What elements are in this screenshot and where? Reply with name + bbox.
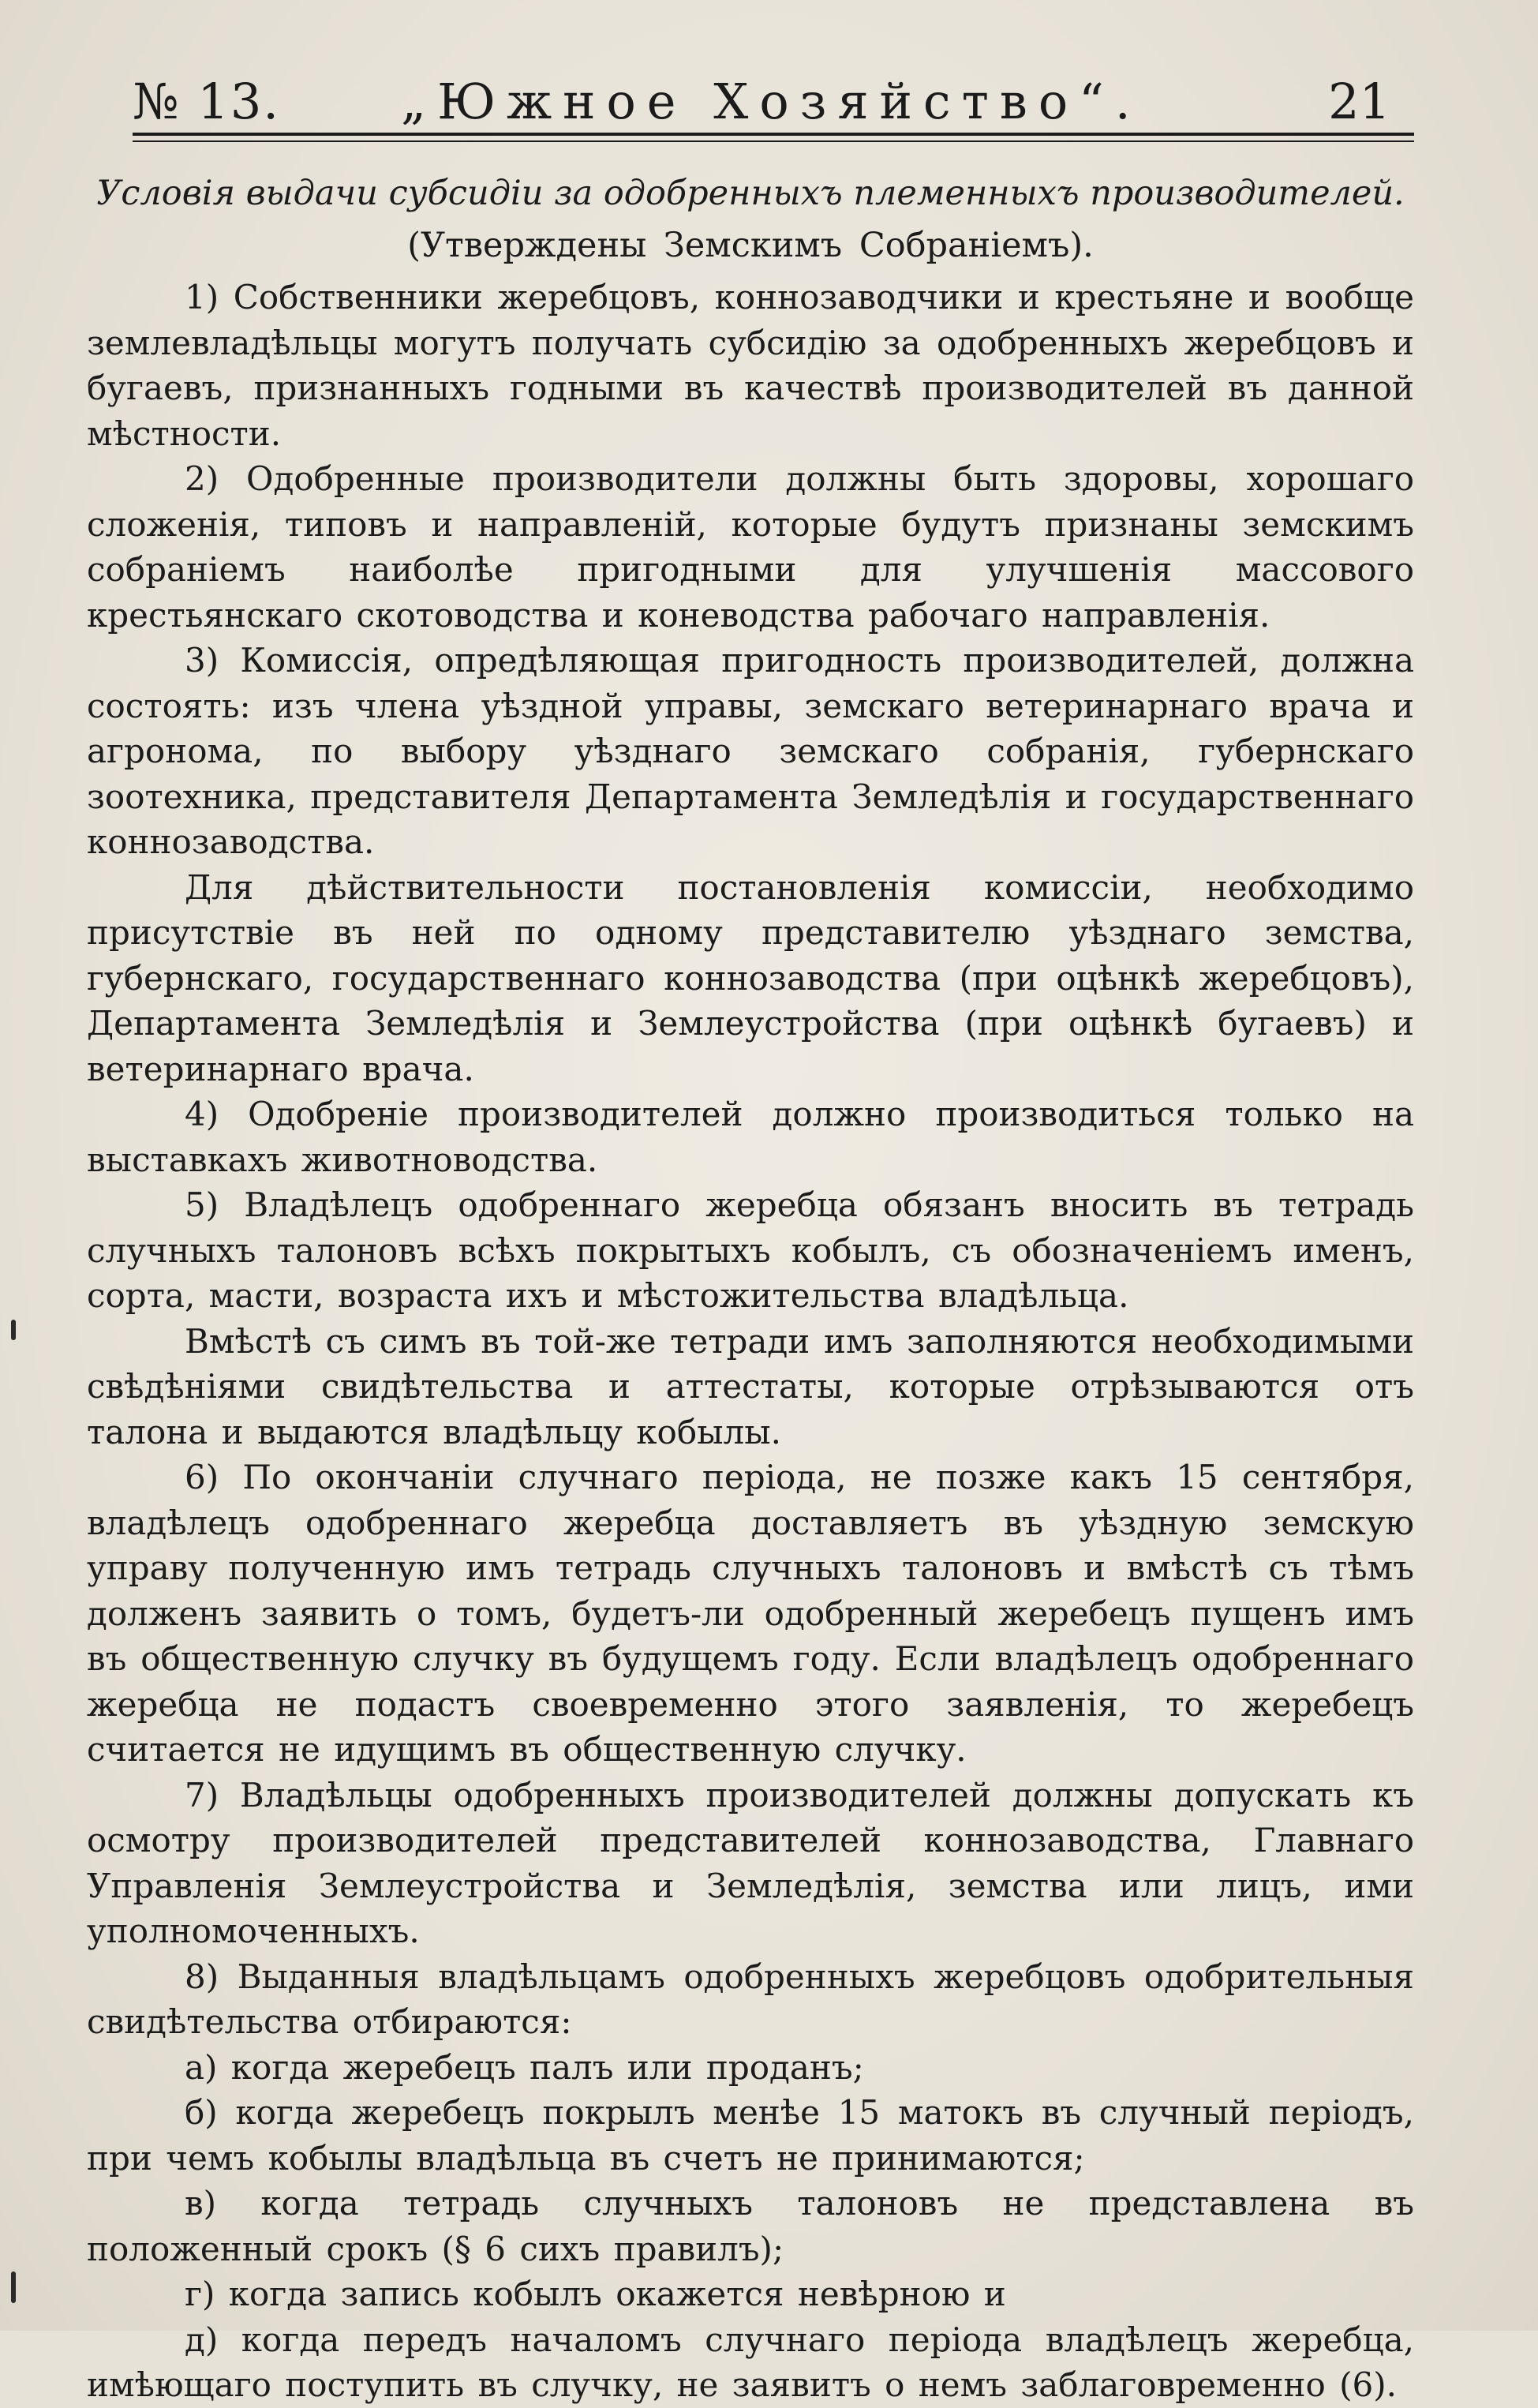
list-item: а) когда жеребецъ палъ или проданъ; (185, 2047, 864, 2087)
list-item: в) когда тетрадь случныхъ талоновъ не представлена въ положенный срокъ (§ 6 сихъ правилъ); (87, 2184, 1414, 2268)
paragraph-3: 3) Комиссія, опредѣляющая пригодность производителей, должна состоять: изъ члена уѣздной управы, земскаго ветеринарнаго врача и агронома, по выбору уѣзднаго земскаго собранія, губернскаго зоотехника, представителя Департамента Земледѣлія и государственнаго коннозаводства. (87, 641, 1414, 861)
paragraph-2: 2) Одобренные производители должны быть здоровы, хорошаго сложенія, типовъ и направленій, которые будутъ признаны земскимъ собраніемъ наиболѣе пригодными для улучшенія массового крестьянскаго скотоводства и коневодства рабочаго направленія. (87, 459, 1414, 635)
running-header (133, 73, 1414, 129)
revocation-conditions-list (87, 2045, 1414, 2408)
margin-mark (11, 2271, 16, 2303)
paragraph-7: 7) Владѣльцы одобренныхъ производителей должны допускать къ осмотру производителей представителей коннозаводства, Главнаго Управленія Землеустройства и Земледѣлія, земства или лицъ, ими уполномоченныхъ. (87, 1775, 1414, 1950)
list-item: г) когда запись кобылъ окажется невѣрною и (185, 2275, 1006, 2313)
paragraph-5-continued: Вмѣстѣ съ симъ въ той-же тетради имъ заполняются необходимыми свѣдѣніями свидѣтельства и аттестаты, которые отрѣзываются отъ талона и выдаются владѣльцу кобылы. (87, 1321, 1414, 1451)
journal-title: „Южное Хозяйство“. (401, 73, 1142, 130)
paragraph-4: 4) Одобреніе производителей должно производиться только на выставкахъ животноводства. (87, 1095, 1414, 1179)
list-item: д) когда передъ началомъ случнаго періода владѣлецъ жеребца, имѣющаго поступить въ случку, не заявитъ о немъ заблаговременно (6). (87, 2320, 1414, 2404)
article-subtitle: (Утверждены Земскимъ Собраніемъ). (407, 226, 1094, 265)
issue-number: № 13. (133, 73, 280, 130)
header-rule-thick (133, 133, 1414, 136)
paragraph-1: 1) Собственники жеребцовъ, коннозаводчики и крестьяне и вообще землевладѣльцы могутъ получать субсидію за одобренныхъ жеребцовъ и бугаевъ, признанныхъ годными въ качествѣ производителей въ данной мѣстности. (87, 278, 1414, 453)
page-number: 21 (1328, 73, 1390, 130)
paragraph-8: 8) Выданныя владѣльцамъ одобренныхъ жеребцовъ одобрительныя свидѣтельства отбираются: (87, 1957, 1414, 2041)
paragraph-3-continued: Для дѣйствительности постановленія комиссіи, необходимо присутствіе въ ней по одному представителю уѣзднаго земства, губернскаго, государственнаго коннозаводства (при оцѣнкѣ жеребцовъ), Департамента Земледѣлія и Землеустройства (при оцѣнкѣ бугаевъ) и ветеринарнаго врача. (87, 867, 1414, 1088)
paragraph-5: 5) Владѣлецъ одобреннаго жеребца обязанъ вносить въ тетрадь случныхъ талоновъ всѣхъ покрытыхъ кобылъ, съ обозначеніемъ именъ, сорта, масти, возраста ихъ и мѣстожительства владѣльца. (87, 1185, 1414, 1315)
margin-mark (11, 1320, 16, 1340)
header-rule-thin (133, 140, 1414, 142)
paragraph-6: 6) По окончаніи случнаго періода, не позже какъ 15 сентября, владѣлецъ одобреннаго жеребца доставляетъ въ уѣздную земскую управу полученную имъ тетрадь случныхъ талоновъ и вмѣстѣ съ тѣмъ долженъ заявить о томъ, будетъ-ли одобренный жеребецъ пущенъ имъ въ общественную случку въ будущемъ году. Если владѣлецъ одобреннаго жеребца не подастъ своевременно этого заявленія, то жеребецъ считается не идущимъ въ общественную случку. (87, 1458, 1414, 1769)
list-item: б) когда жеребецъ покрылъ менѣе 15 матокъ въ случный періодъ, при чемъ кобылы владѣльца въ счетъ не принимаются; (87, 2093, 1414, 2178)
article-title: Условія выдачи субсидіи за одобренныхъ племенныхъ производителей. (96, 174, 1405, 213)
article-body (87, 169, 1414, 2408)
